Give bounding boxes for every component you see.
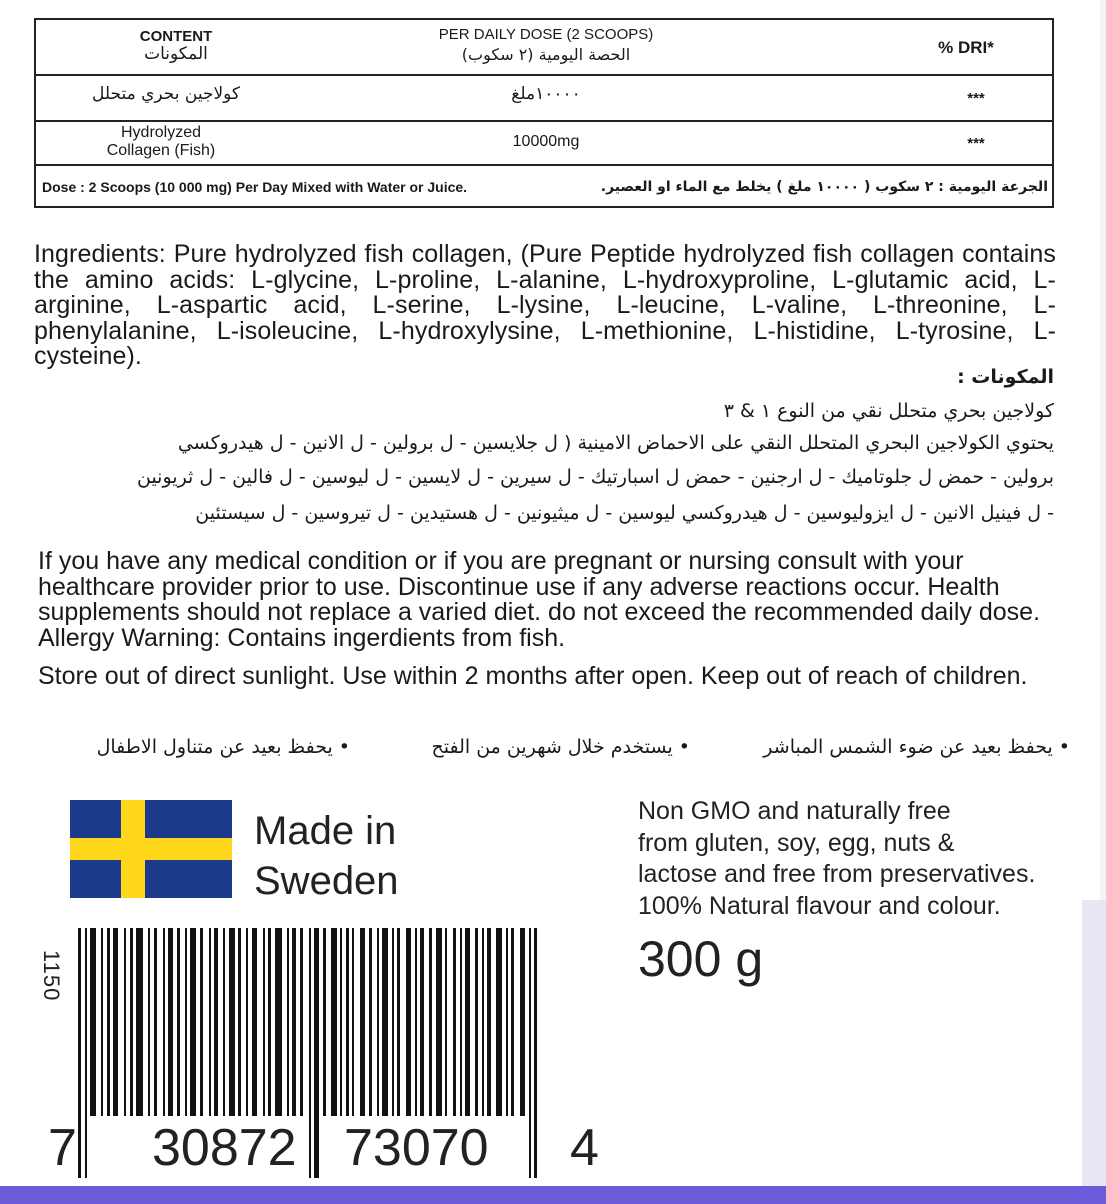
barcode-bar (185, 928, 187, 1116)
barcode-bar (190, 928, 196, 1116)
barcode-bar (246, 928, 248, 1116)
barcode-bar (238, 928, 241, 1116)
barcode-bar (275, 928, 282, 1116)
storage-instructions: Store out of direct sunlight. Use within 2 months after open. Keep out of reach of children. (38, 662, 1028, 690)
table-divider (36, 74, 1052, 76)
barcode-bar (263, 928, 265, 1116)
barcode-bar (496, 928, 502, 1116)
barcode-bar (436, 928, 442, 1116)
barcode-bar (177, 928, 180, 1116)
barcode-bar (331, 928, 337, 1116)
row-dose-ar: ١٠٠٠٠ملغ (511, 84, 581, 104)
barcode-check-digit: 4 (570, 1119, 599, 1177)
barcode-bar (377, 928, 379, 1116)
barcode-bar (154, 928, 157, 1116)
barcode-bar (482, 928, 484, 1116)
barcode-bar (511, 928, 514, 1116)
barcode-bar (369, 928, 372, 1116)
barcode-bar (453, 928, 456, 1116)
barcode-bar (85, 928, 87, 1178)
barcode-bar (223, 928, 225, 1116)
barcode-bar (292, 928, 296, 1116)
row-dri: *** (967, 90, 985, 107)
barcode-bar (168, 928, 173, 1116)
barcode-bar (107, 928, 110, 1116)
header-content-ar: المكونات (144, 44, 208, 64)
barcode-bar (314, 928, 319, 1178)
ingredients-ar-line3: برولين - حمض ل جلوتاميك - ل ارجنين - حمض ل اسبارتيك - ل سيرين - ل لايسين - ل ليوسين - ل فالين - ل ثريونين (136, 466, 1054, 488)
table-divider (36, 120, 1052, 122)
edge-decoration (1082, 900, 1106, 1190)
ingredients-en: Ingredients: Pure hydrolyzed fish collagen, (Pure Peptide hydrolyzed fish collagen contains the amino acids: L-glycine, L-proline, L-alanine, L-hydroxyproline, L-glutamic acid, L-arginine, L-aspartic acid, L-serine, L-lysine, L-leucine, L-valine, L-threonine, L-phenylalanine, L-isoleucine, L-hydroxylysine, L-methionine, L-histidine, L-tyrosine, L-cysteine). (34, 240, 1056, 370)
barcode-bar (506, 928, 508, 1116)
barcode-bar (90, 928, 96, 1116)
barcode-bar (229, 928, 235, 1116)
barcode-bar (475, 928, 478, 1116)
product-claims (638, 796, 1035, 922)
claim-line: Non GMO and naturally free (638, 797, 951, 825)
header-dri: % DRI* (938, 38, 994, 57)
header-dose-en: PER DAILY DOSE (2 SCOOPS) (438, 26, 654, 43)
barcode-bar (465, 928, 470, 1116)
barcode-bar (382, 928, 388, 1116)
barcode-bar (78, 928, 81, 1178)
barcode-bar (268, 928, 271, 1116)
barcode-bar (352, 928, 354, 1116)
bullet-use-within: • يستخدم خلال شهرين من الفتح (431, 736, 690, 758)
barcode-bar (287, 928, 289, 1116)
barcode-bar (520, 928, 525, 1116)
row-dri: *** (967, 135, 985, 152)
barcode-bar (148, 928, 150, 1116)
barcode-bar (360, 928, 365, 1116)
barcode-bar (309, 928, 311, 1178)
barcode-bar (406, 928, 411, 1116)
table-divider (36, 164, 1052, 166)
row-dose-en: 10000mg (512, 133, 580, 150)
barcode-bar (101, 928, 103, 1116)
barcode-bar (420, 928, 424, 1116)
barcode-bar (124, 928, 126, 1116)
barcode-bar (487, 928, 491, 1116)
nutrition-table (34, 18, 1054, 208)
barcode-bar (460, 928, 462, 1116)
barcode-bar (252, 928, 257, 1116)
ingredients-ar-line1: كولاجين بحري متحلل نقي من النوع ١ & ٣ (723, 400, 1054, 422)
dose-ar: الجرعة اليومية : ٢ سكوب ( ١٠٠٠٠ ملغ ) يخلط مع الماء او العصير. (600, 179, 1048, 195)
ingredients-ar-heading: المكونات : (957, 366, 1054, 388)
header-dose-ar: الحصة اليومية (٢ سكوب) (461, 45, 631, 64)
barcode-bar (392, 928, 394, 1116)
bullet-children: • يحفظ بعيد عن متناول الاطفال (96, 736, 350, 758)
medical-warning: If you have any medical condition or if you are pregnant or nursing consult with your healthcare provider prior to use. Discontinue use if any adverse reactions occur. Health supplements should not replace a varied diet. do not exceed the recommended daily dose. Allergy Warning: Contains ingerdients from fish. (38, 547, 1041, 652)
barcode-bar (346, 928, 349, 1116)
barcode-bar (136, 928, 143, 1116)
barcode-bar (130, 928, 133, 1116)
ingredients-ar-line4: - ل فينيل الانين - ل ايزوليوسين - ل هيدروكسي ليوسين - ل ميثيونين - ل هستيدين - ل تيروسين - ل سيستئين (195, 502, 1054, 524)
barcode-bar (340, 928, 342, 1116)
net-weight: 300 g (638, 931, 764, 987)
barcode-left-group: 30872 (152, 1119, 297, 1177)
sweden-flag-icon (70, 800, 232, 898)
claim-line: lactose and free from preservatives. (638, 860, 1036, 888)
barcode-bar (200, 928, 203, 1116)
barcode-side-number: 1150 (39, 950, 64, 1002)
barcode-bar (300, 928, 303, 1116)
barcode-bar (529, 928, 531, 1178)
barcode-bar (209, 928, 211, 1116)
arabic-bullets (30, 736, 1070, 766)
barcode-bar (163, 928, 165, 1116)
origin-line2: Sweden (254, 859, 399, 903)
barcode-right-group: 73070 (344, 1119, 489, 1177)
dose-instruction (42, 179, 1048, 199)
row-content-en-2: Collagen (Fish) (106, 142, 216, 159)
origin-line1: Made in (254, 809, 397, 853)
row-content-en-1: Hydrolyzed (120, 124, 202, 141)
barcode-bar (445, 928, 447, 1116)
barcode-bar (397, 928, 400, 1116)
barcode-bar (534, 928, 537, 1178)
barcode-first-digit: 7 (48, 1119, 77, 1177)
bullet-sunlight: • يحفظ بعيد عن ضوء الشمس المباشر (763, 736, 1070, 758)
bottom-bar (0, 1186, 1106, 1204)
barcode-bar (415, 928, 417, 1116)
barcode-bar (429, 928, 432, 1116)
origin-text (254, 806, 399, 906)
header-content-en: CONTENT (139, 28, 213, 45)
claim-line: from gluten, soy, egg, nuts & (638, 828, 955, 857)
row-content-ar: كولاجين بحري متحلل (91, 84, 241, 104)
dose-en: Dose : 2 Scoops (10 000 mg) Per Day Mixed with Water or Juice. (42, 179, 468, 195)
barcode-bar (323, 928, 326, 1116)
barcode-bar (113, 928, 118, 1116)
barcode-bar (214, 928, 218, 1116)
ingredients-ar-line2: يحتوي الكولاجين البحري المتحلل النقي على الاحماض الامينية ( ل جلايسين - ل برولين - ل الانين - ل هيدروكسي (177, 432, 1054, 454)
claim-line: 100% Natural flavour and colour. (638, 891, 1001, 920)
